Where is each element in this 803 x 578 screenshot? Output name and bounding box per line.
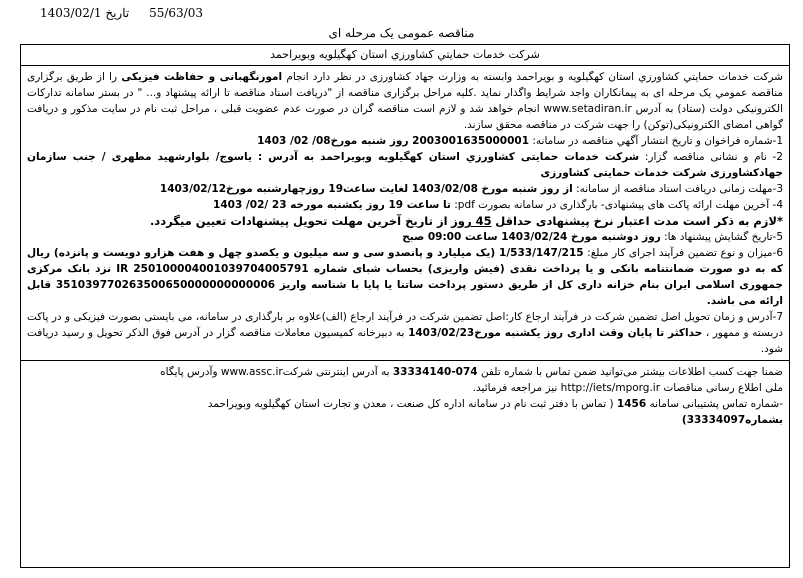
item-4	[27, 197, 783, 213]
item-1	[27, 133, 783, 149]
item-3-value: از روز شنبه مورخ 1403/02/08 لغایت ساعت19 روزچهارشنبه مورخ1403/02/12	[159, 183, 573, 195]
footer-line-4	[27, 412, 783, 428]
item-2-label: 2- نام و نشانی مناقصه گزار:	[644, 151, 783, 163]
notice-date: تاریخ 1403/02/1	[40, 6, 130, 20]
notice-meta	[0, 4, 803, 26]
validity-note-1: *لازم به ذکر است مدت اعتبار نرخ پیشنهادی حداقل	[495, 214, 783, 228]
item-7	[27, 309, 783, 357]
validity-note-2: از تاریخ آخرین مهلت تحویل پیشنهادات تعیین میگردد.	[149, 214, 448, 228]
footer-3-text-a: -شماره تماس پشتیبانی سامانه	[649, 398, 783, 410]
intro-subject: امورنگهبانی و حفاظت فیزیکی	[121, 71, 283, 83]
footer-line-3	[27, 396, 783, 412]
footer-line-1	[27, 364, 783, 380]
item-6-label: 6-میزان و نوع تضمین فرآیند اجرای کار مبلغ:	[587, 247, 783, 259]
item-6-value: 1/533/147/215 (یک میلیارد و پانصدو سی و سه میلیون و یکصدو چهل و هفت هزارو دویست و پانزده) ریال که به دو صورت ضمانتنامه بانکی و یا پرداخت نقدی (فیش واریزی) بحساب شبای شماره IR 250100004001039704005791 نزد بانک مرکزی جمهوری اسلامی ایران بنام خزانه داری کل از طریق دستور پرداخت ساتنا یا پایا با شناسه واریز 351039770263500650000000000006 قابل ارائه می باشد.	[27, 247, 784, 307]
footer-line-2	[27, 380, 783, 396]
footer-1-text-a: ضمنا جهت کسب اطلاعات بيشتر می‌توانيد ضمن تماس با شماره تلفن	[480, 366, 783, 378]
organization-name: شرکت خدمات حمايتي کشاورزي استان کهگيلويه وبويراحمد	[21, 45, 789, 66]
item-2	[27, 149, 783, 181]
footer-2-text-a: ملی اطلاع رسانی مناقصات	[663, 382, 783, 394]
item-6	[27, 245, 783, 309]
footer-support-number: 1456	[616, 398, 647, 410]
validity-days: 45 روز	[451, 214, 492, 228]
footer-4-text: بشماره33334097)	[681, 414, 783, 426]
item-2-value: شرکت خدمات حمايتی كشاورزي استان کهگیلویه وبویراحمد به آدرس : یاسوج/ بلوارشهید مطهری / جنب سازمان جهادکشاورزی شرکت خدمات حمایتی کشاورزی	[27, 151, 783, 179]
notice-title: مناقصه عمومی یک مرحله ای	[328, 26, 475, 40]
item-3-label: 3-مهلت زمانی دريافت اسناد مناقصه از سامانه:	[576, 183, 783, 195]
footer-3-text-b: ( تماس با دفتر ثبت نام در سامانه اداره کل صنعت ، معدن و تجارت استان کهگیلویه وبویراحمد	[207, 398, 614, 410]
item-7-deadline: حداکثر تا پایان وقت اداری روز یکشنبه مورخ1403/02/23	[408, 327, 703, 339]
intro-text-1: شرکت خدمات حمايتي كشاورزي استان کهگیلویه و بویراحمد وابسته به وزارت جهاد کشاورزی در نظر دارد انجام	[286, 71, 783, 83]
item-4-label: 4- آخرين مهلت ارائه پاکت های پيشنهادی- بارگذاری در سامانه بصورت pdf:	[454, 199, 783, 211]
item-1-value: 2003001635000001 روز شنبه مورخ08/ 02/ 1403	[257, 135, 530, 147]
intro-text-2: را از طریق برگزاری مناقصه عمومي يک مرحله ای به پیمانکاران واجد شرایط واگذار نماید .کلیه مراحل برگزاری مناقصه از "دریافت اسناد مناقصه تا ارائه پیشنهاد و... " در بستر سامانه تدارکات الکترونیکی دولت (ستاد) به آدرس www.setadiran.ir انجام خواهد شد و لازم است مناقصه گران در صورت عدم عضویت قبلی ، مراحل ثبت نام در سایت مذکور و دریافت گواهی امضای الکترونیکی(توکن) را جهت شرکت در مناقصه محقق سازند.	[27, 71, 783, 131]
footer-2-text-b: نيز مراجعه فرمائيد.	[472, 382, 558, 394]
footer-phone: 074-33334140	[392, 366, 478, 378]
notice-box	[20, 44, 790, 568]
item-5	[27, 229, 783, 245]
notice-number: 55/63/03	[149, 6, 203, 20]
item-7-tail: به دبیرخانه کمیسیون معاملات مناقصه گزار در آدرس فوق الذکر تحویل و رسید دریافت شود.	[27, 327, 783, 355]
validity-note	[27, 213, 783, 229]
section-divider	[21, 360, 789, 361]
item-1-label: 1-شماره فراخوان و تاريخ انتشار آگهي مناقصه در سامانه:	[532, 135, 783, 147]
footer-1-text-b: به آدرس اينترنتی شرکتwww.assc.ir وآدرس پايگاه	[160, 366, 390, 378]
item-5-label: 5-تاريخ گشايش پيشنهاد ها:	[664, 231, 783, 243]
notice-content	[21, 66, 789, 428]
item-5-value: روز دوشنبه مورخ 1403/02/24 ساعت 09:00 صبح	[402, 231, 661, 243]
item-7-text: 7-آدرس و زمان تحویل اصل تضمین شرکت در فرآیند ارجاع کار:اصل تضمین شرکت در فرآیند ارجاع (الف)علاوه بر بارگذاری در سامانه، می بایستی بصورت فیزیکی و در پاکت دربسته و ممهور ،	[27, 311, 783, 339]
intro-paragraph	[27, 69, 783, 133]
item-3	[27, 181, 783, 197]
footer-url[interactable]: http://iets/mporg.ir	[560, 382, 661, 394]
item-4-value: تا ساعت 19 روز یکشنبه مورخه 23 /02/ 1403	[213, 199, 451, 211]
